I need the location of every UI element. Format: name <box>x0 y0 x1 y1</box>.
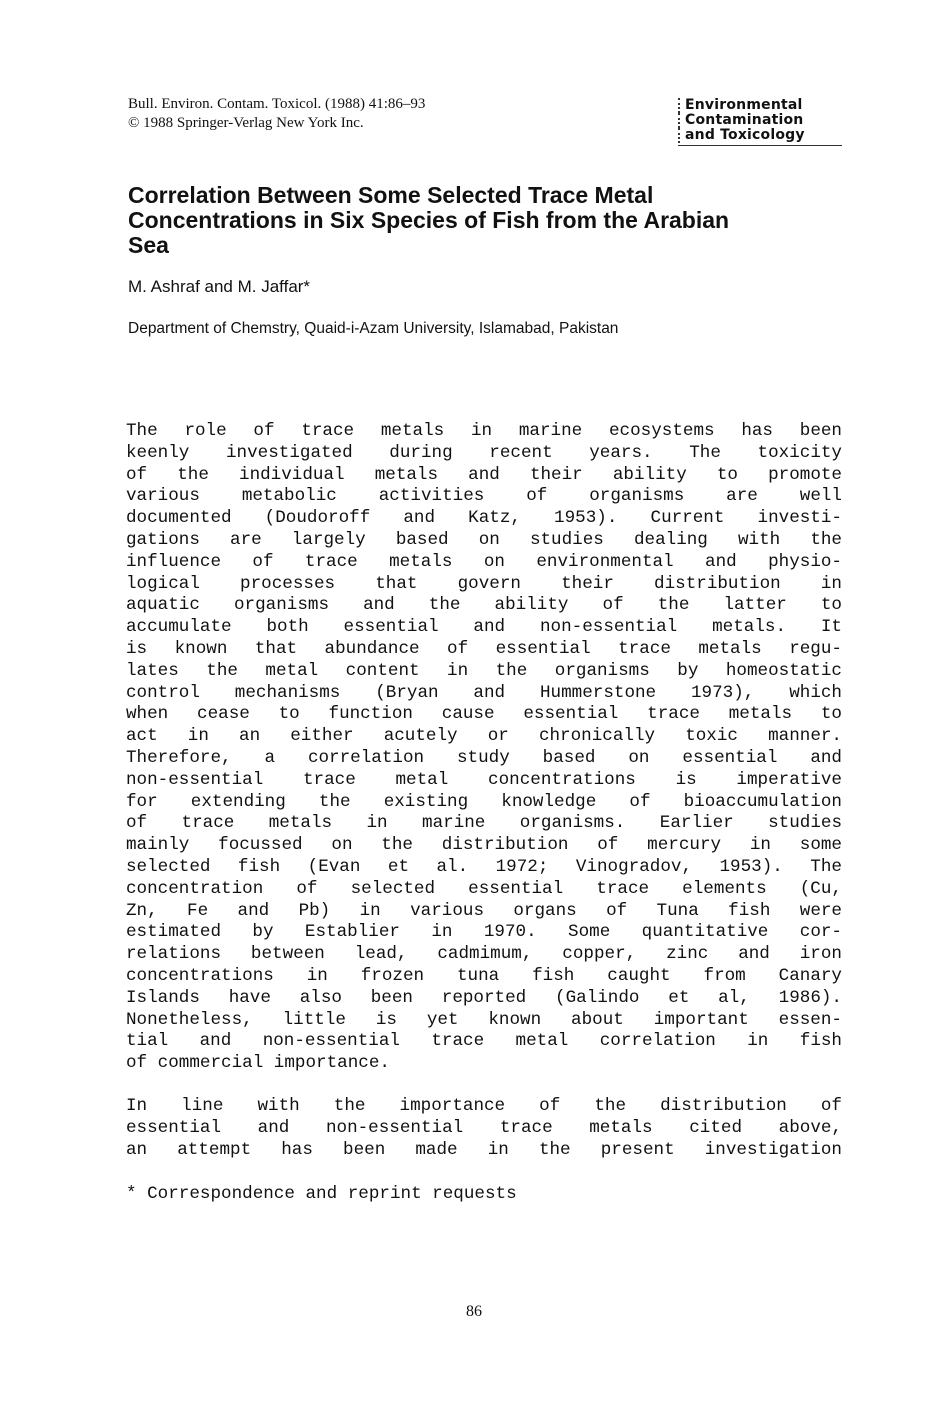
text-line: mainly focussed on the distribution of mercury in some <box>126 835 842 856</box>
text-line: Therefore, a correlation study based on essential and <box>126 747 842 768</box>
journal-logo <box>678 98 842 146</box>
logo-line: Environmental <box>678 98 842 113</box>
text-line: relations between lead, cadmimum, copper, zinc and iron <box>126 944 842 965</box>
text-line: for extending the existing knowledge of bioaccumulation <box>126 791 842 812</box>
text-line: of commercial importance. <box>126 1053 390 1074</box>
text-line: concentration of selected essential trace elements (Cu, <box>126 878 842 899</box>
text-line: accumulate both essential and non-essential metals. It <box>126 617 842 638</box>
journal-citation <box>128 95 425 133</box>
text-line: an attempt has been made in the present investigation <box>126 1139 842 1160</box>
body-paragraph-2 <box>126 1096 842 1161</box>
text-line: when cease to function cause essential trace metals to <box>126 704 842 725</box>
text-line: lates the metal content in the organisms by homeostatic <box>126 660 842 681</box>
text-line: control mechanisms (Bryan and Hummerstone 1973), which <box>126 682 842 703</box>
logo-line: Contamination <box>678 113 842 128</box>
text-line: Zn, Fe and Pb) in various organs of Tuna fish were <box>126 900 842 921</box>
copyright-line: © 1988 Springer-Verlag New York Inc. <box>128 115 364 131</box>
text-line: tial and non-essential trace metal correlation in fish <box>126 1031 842 1052</box>
text-line: estimated by Establier in 1970. Some quantitative cor- <box>126 922 842 943</box>
text-line: concentrations in frozen tuna fish caught from Canary <box>126 965 842 986</box>
logo-line: and Toxicology <box>678 128 842 143</box>
body-paragraph-1 <box>126 421 842 1075</box>
page-number: 86 <box>466 1303 482 1320</box>
text-line: keenly investigated during recent years. The toxicity <box>126 442 842 463</box>
text-line: essential and non-essential trace metals cited above, <box>126 1117 842 1138</box>
text-line: of trace metals in marine organisms. Earlier studies <box>126 813 842 834</box>
citation-line: Bull. Environ. Contam. Toxicol. (1988) 41:86–93 <box>128 96 426 112</box>
text-line: non-essential trace metal concentrations is imperative <box>126 769 842 790</box>
text-line: The role of trace metals in marine ecosystems has been <box>126 421 842 441</box>
text-line: Nonetheless, little is yet known about important essen- <box>126 1009 842 1030</box>
author-affiliation: Department of Chemstry, Quaid-i-Azam University, Islamabad, Pakistan <box>128 320 619 337</box>
text-line: In line with the importance of the distribution of <box>126 1096 842 1116</box>
text-line: various metabolic activities of organisms are well <box>126 486 842 507</box>
text-line: act in an either acutely or chronically toxic manner. <box>126 726 842 747</box>
text-line: documented (Doudoroff and Katz, 1953). Current investi- <box>126 508 842 529</box>
article-title: Correlation Between Some Selected Trace Metal Concentrations in Six Species of Fish from the Arabian Sea <box>128 182 730 258</box>
text-line: influence of trace metals on environmental and physio- <box>126 551 842 572</box>
text-line: gations are largely based on studies dealing with the <box>126 529 842 550</box>
text-line: Islands have also been reported (Galindo et al, 1986). <box>126 987 842 1008</box>
text-line: selected fish (Evan et al. 1972; Vinogradov, 1953). The <box>126 856 842 877</box>
article-authors: M. Ashraf and M. Jaffar* <box>128 277 311 296</box>
footnote: * Correspondence and reprint requests <box>126 1184 517 1204</box>
text-line: of the individual metals and their ability to promote <box>126 464 842 485</box>
text-line: aquatic organisms and the ability of the latter to <box>126 595 842 616</box>
text-line: is known that abundance of essential trace metals regu- <box>126 638 842 659</box>
text-line: logical processes that govern their distribution in <box>126 573 842 594</box>
